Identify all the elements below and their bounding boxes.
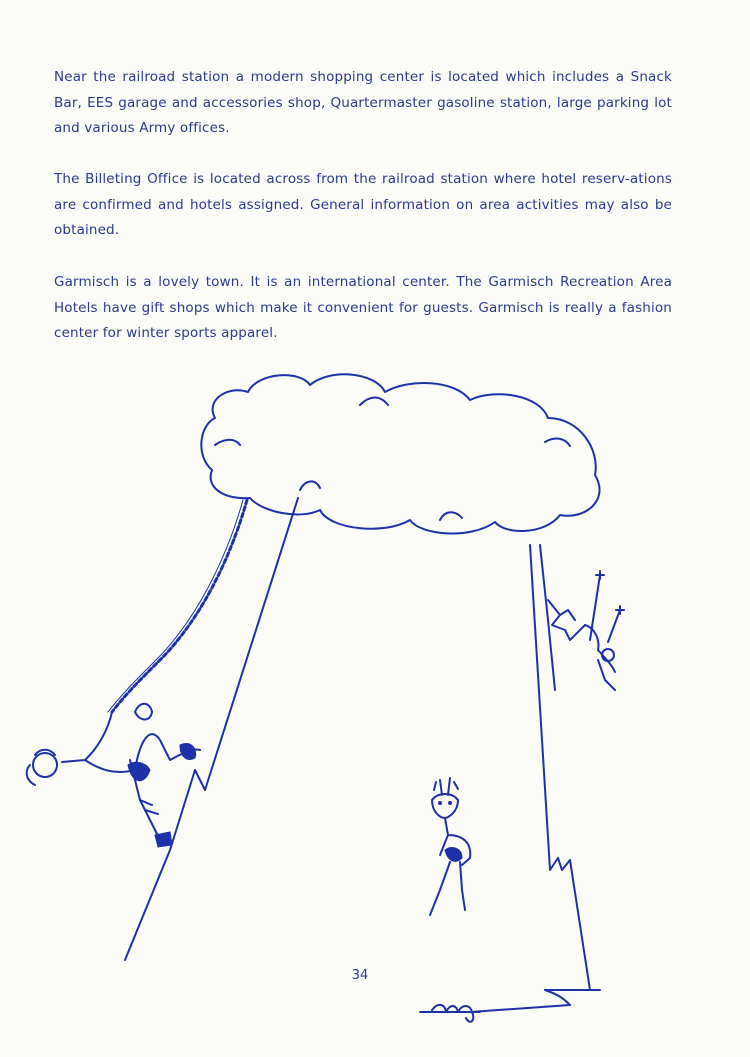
- climber-figure: [27, 704, 200, 847]
- mountain-right-ledge: [540, 545, 555, 690]
- mountain-left-slope: [125, 498, 298, 960]
- cloud-detail-lines: [215, 398, 570, 521]
- deer-figure: [430, 778, 470, 915]
- rope-icon: [112, 500, 247, 712]
- rope-inner: [108, 500, 243, 712]
- signature-icon: [420, 1005, 480, 1022]
- page-number: 34: [351, 968, 369, 983]
- skier-figure: [548, 571, 624, 690]
- paragraph-text: Garmisch is a lovely town. It is an international center. The Garmisch Recreation Area Hotels have gift shops which make it convenient for guests. Garmisch is really a fashion center for winter sports apparel.: [54, 274, 672, 341]
- mountain-right-slope: [530, 545, 590, 990]
- paragraph-text: The Billeting Office is located across from the railroad station where hotel reserv-ations are confirmed and hotels assigned. General information on area activities may also be obtained.: [54, 171, 672, 238]
- ground-line: [470, 990, 600, 1012]
- cloud-icon: [201, 374, 599, 533]
- paragraph-text: Near the railroad station a modern shopping center is located which includes a Snack Bar, EES garage and accessories shop, Quartermaster gasoline station, large parking lot and various Army offices.: [54, 69, 672, 136]
